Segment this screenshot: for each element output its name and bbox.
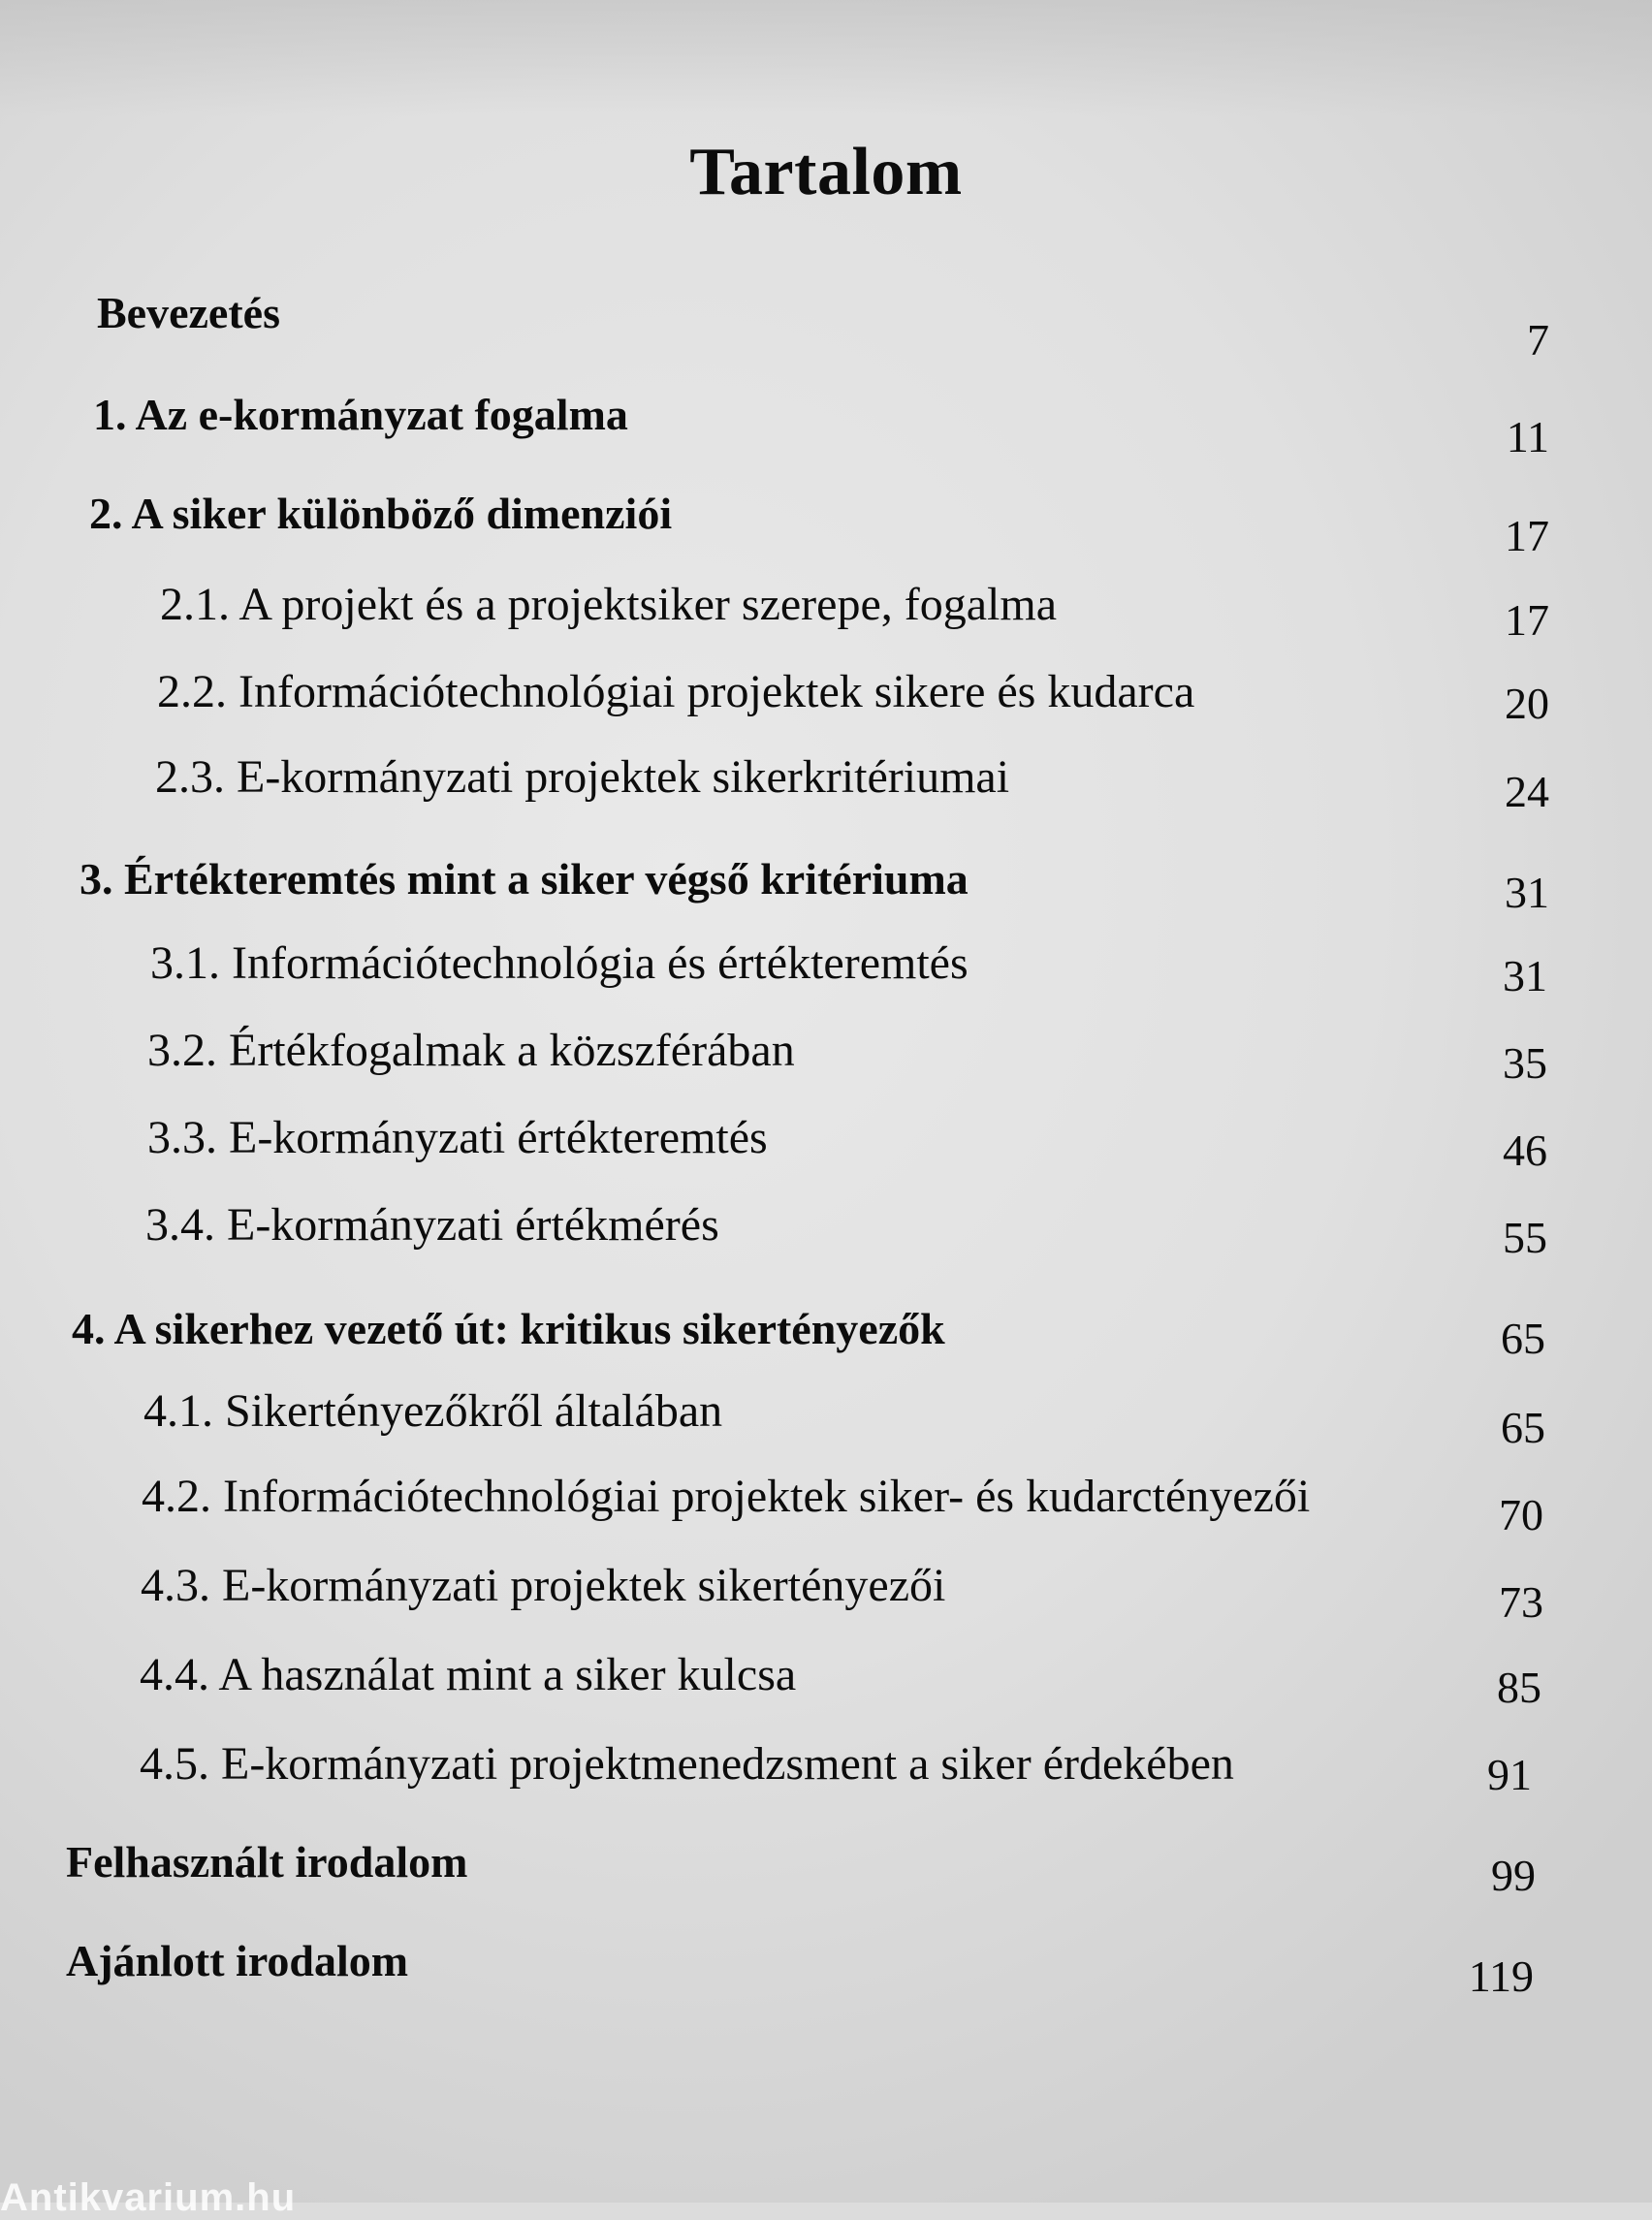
toc-page-number: 11 — [1506, 412, 1549, 461]
toc-page-number: 7 — [1527, 315, 1549, 365]
toc-entry-section-3-1: 3.1. Információtechnológia és értékteremtés — [150, 937, 969, 989]
toc-page-number: 20 — [1505, 679, 1549, 728]
toc-entry-section-3-2: 3.2. Értékfogalmak a közszférában — [147, 1025, 795, 1076]
toc-entry-section-2-2: 2.2. Információtechnológiai projektek sikere és kudarca — [157, 666, 1195, 717]
toc-entry-section-3-4: 3.4. E-kormányzati értékmérés — [145, 1199, 719, 1251]
toc-entry-section-3-3: 3.3. E-kormányzati értékteremtés — [147, 1112, 768, 1163]
toc-entry-recommended-reading: Ajánlott irodalom — [66, 1936, 409, 1985]
toc-entry-section-4-3: 4.3. E-kormányzati projektek sikertényezői — [141, 1560, 946, 1611]
toc-entry-section-4-2: 4.2. Információtechnológiai projektek siker- és kudarctényezői — [142, 1471, 1311, 1522]
toc-page-number: 17 — [1505, 511, 1549, 560]
toc-page-number: 119 — [1468, 1951, 1534, 2001]
toc-page-number: 17 — [1505, 595, 1549, 645]
toc-page-number: 31 — [1503, 951, 1547, 1000]
toc-entry-section-4-5: 4.5. E-kormányzati projektmenedzsment a siker érdekében — [140, 1738, 1234, 1790]
toc-entry-chapter-2: 2. A siker különböző dimenziói — [89, 489, 673, 538]
toc-page-number: 73 — [1499, 1577, 1543, 1627]
toc-page-number: 31 — [1505, 868, 1549, 917]
toc-page-number: 70 — [1499, 1490, 1543, 1539]
toc-entry-chapter-1: 1. Az e-kormányzat fogalma — [93, 390, 628, 439]
toc-entry-chapter-4: 4. A sikerhez vezető út: kritikus sikertényezők — [72, 1304, 945, 1353]
toc-page-number: 55 — [1503, 1213, 1547, 1262]
page-title: Tartalom — [689, 135, 963, 209]
toc-entry-section-2-1: 2.1. A projekt és a projektsiker szerepe, fogalma — [160, 579, 1058, 630]
toc-page-number: 91 — [1487, 1750, 1532, 1799]
toc-entry-section-4-4: 4.4. A használat mint a siker kulcsa — [140, 1649, 797, 1700]
toc-page-number: 65 — [1501, 1403, 1545, 1452]
toc-entry-section-2-3: 2.3. E-kormányzati projektek sikerkritériumai — [155, 751, 1010, 803]
toc-page-number: 99 — [1491, 1851, 1536, 1900]
toc-page-number: 46 — [1503, 1126, 1547, 1175]
toc-entry-chapter-3: 3. Értékteremtés mint a siker végső kritériuma — [79, 854, 969, 904]
watermark: Antikvarium.hu — [0, 2176, 297, 2219]
toc-page-number: 24 — [1505, 767, 1549, 816]
toc-entry-references: Felhasznált irodalom — [66, 1837, 468, 1887]
toc-page-number: 65 — [1501, 1314, 1545, 1363]
toc-entry-introduction: Bevezetés — [97, 288, 280, 337]
toc-page-number: 35 — [1503, 1038, 1547, 1088]
toc-entry-section-4-1: 4.1. Sikertényezőkről általában — [143, 1385, 723, 1437]
toc-page-number: 85 — [1497, 1663, 1541, 1712]
page-shadow — [0, 0, 1652, 116]
